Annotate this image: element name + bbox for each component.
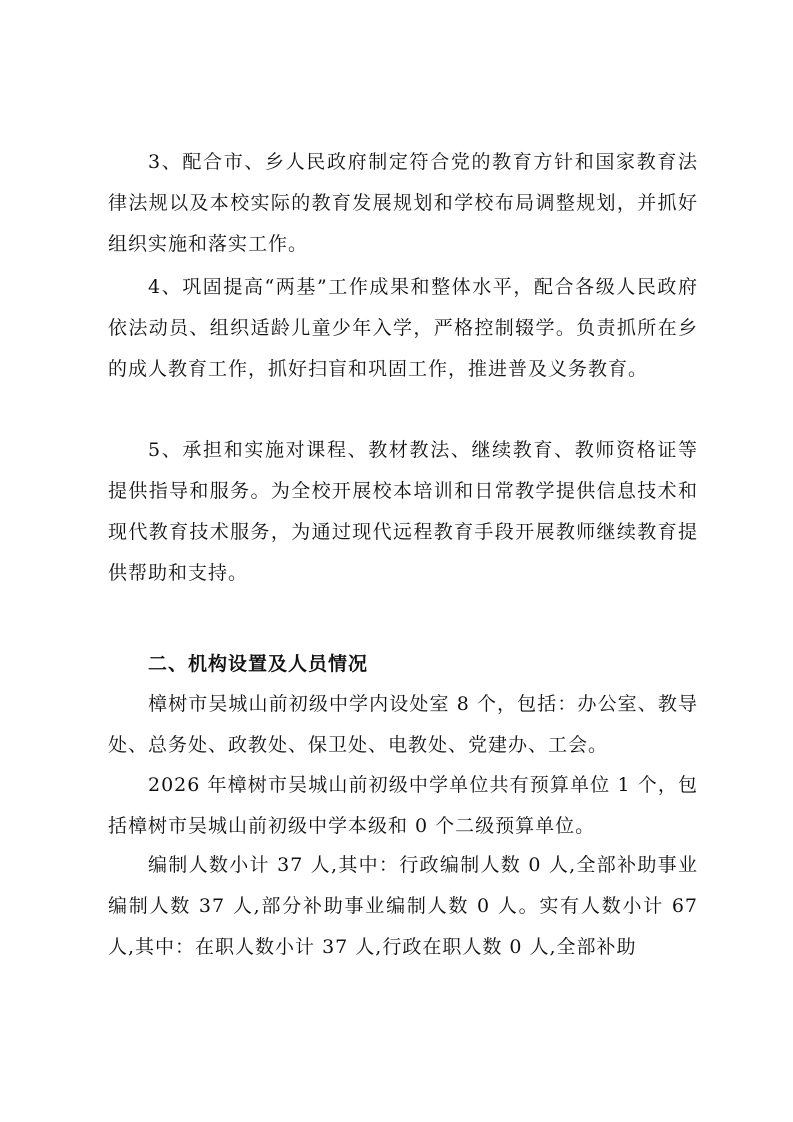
paragraph-item-5: 5、承担和实施对课程、教材教法、继续教育、教师资格证等提供指导和服务。为全校开展校本培训和日常教学提供信息技术和现代教育技术服务，为通过现代远程教育手段开展教师继续教育提供帮助和支持。 xyxy=(108,439,698,584)
paragraph-staffing: 编制人数小计 37 人,其中：行政编制人数 0 人,全部补助事业编制人数 37 人,部分补助事业编制人数 0 人。实有人数小计 67 人,其中：在职人数小计 37 人,行政在职人数 0 人,全部补助 xyxy=(108,854,698,958)
paragraph-budget-units: 2026 年樟树市吴城山前初级中学单位共有预算单位 1 个，包括樟树市吴城山前初级中学本级和 0 个二级预算单位。 xyxy=(108,774,698,837)
paragraph-item-4: 4、巩固提高“两基”工作成果和整体水平，配合各级人民政府依法动员、组织适龄儿童少年入学，严格控制辍学。负责抓所在乡的成人教育工作，抓好扫盲和巩固工作，推进普及义务教育。 xyxy=(108,276,698,380)
section-heading: 二、机构设置及人员情况 xyxy=(148,653,369,675)
paragraph-item-3: 3、配合市、乡人民政府制定符合党的教育方针和国家教育法律法规以及本校实际的教育发展规划和学校布局调整规划，并抓好组织实施和落实工作。 xyxy=(108,151,698,255)
paragraph-departments: 樟树市吴城山前初级中学内设处室 8 个，包括：办公室、教导处、总务处、政教处、保卫处、电教处、党建办、工会。 xyxy=(108,693,698,756)
